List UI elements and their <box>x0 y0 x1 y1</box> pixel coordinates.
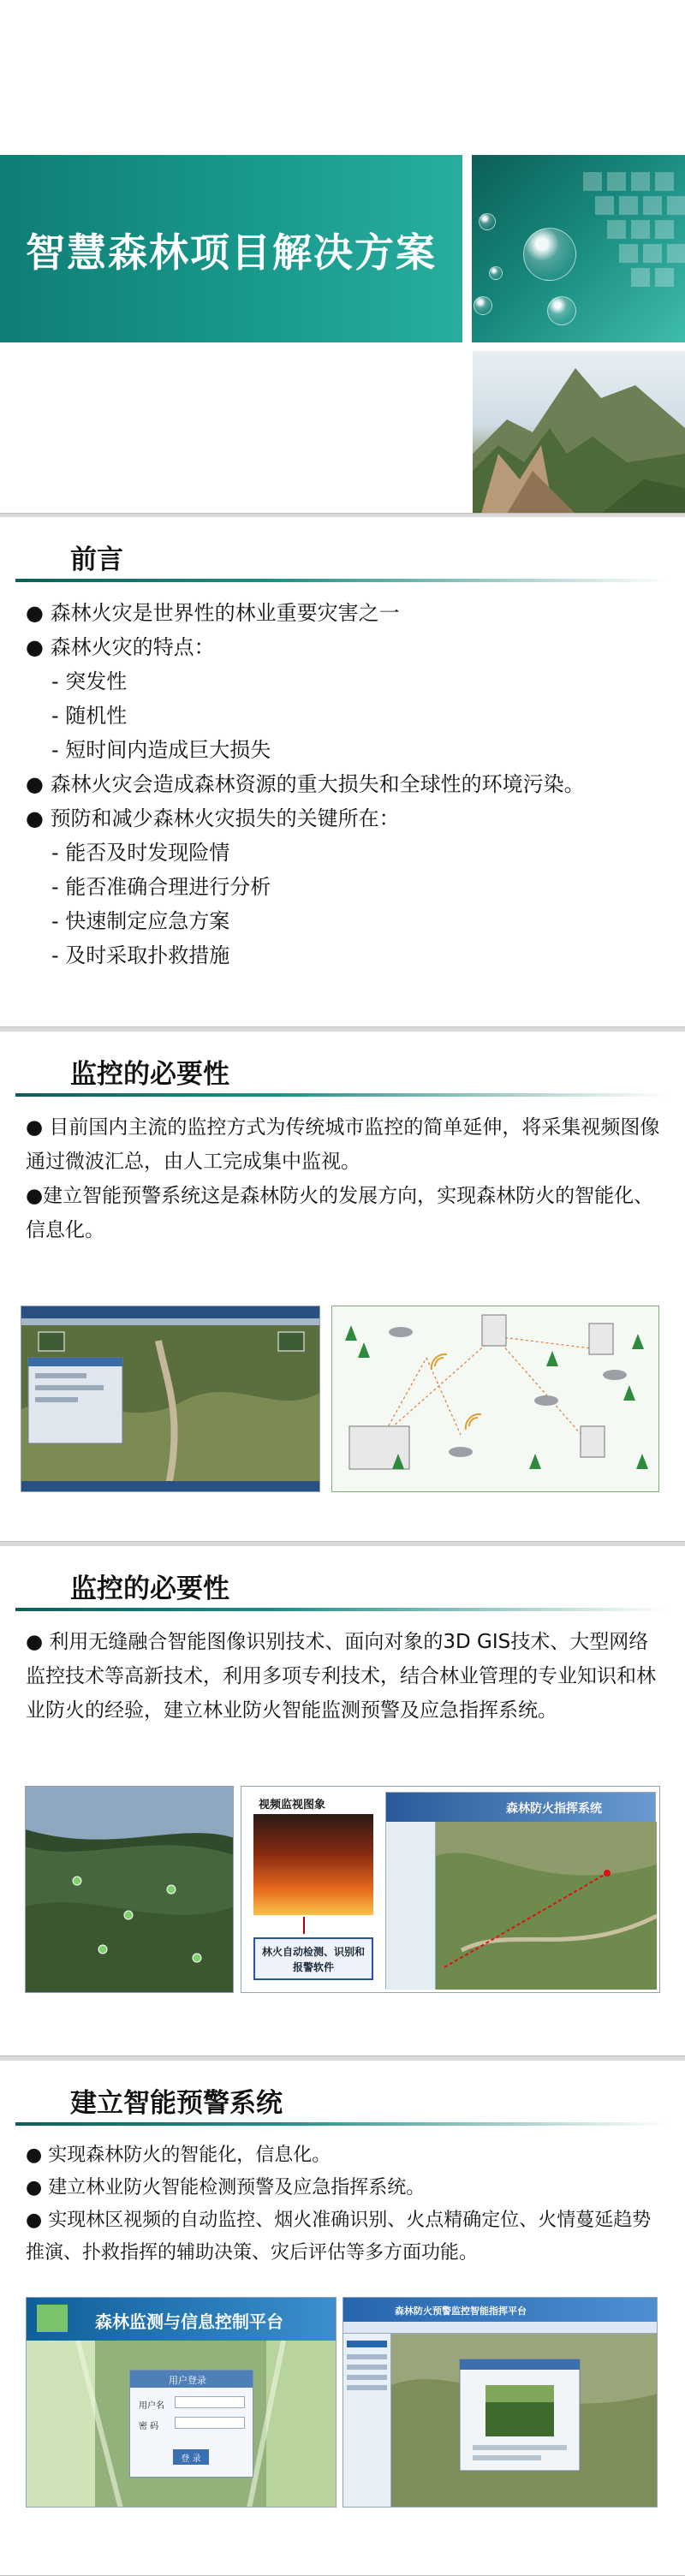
deco-tile <box>667 196 685 215</box>
deco-tile <box>631 172 650 191</box>
login-dialog-title: 用户登录 <box>130 2371 253 2388</box>
title-underline <box>15 579 670 582</box>
deco-tile <box>607 220 626 239</box>
body-text <box>26 1625 664 1728</box>
sub-item: - 能否准确合理进行分析 <box>51 875 271 899</box>
fire-detection-screenshot <box>241 1786 660 1993</box>
deco-tile <box>583 172 602 191</box>
paragraph: ● 利用无缝融合智能图像识别技术、面向对象的3D GIS技术、大型网络监控技术等高新技术，利用多项专利技术，结合林业管理的专业知识和林业防火的经验，建立林业防火智能监测预警及应急指挥系统。 <box>26 1625 664 1728</box>
title-slide <box>0 0 685 514</box>
bubble-icon <box>523 228 576 281</box>
login-dialog <box>129 2370 253 2478</box>
bullet-item: ● 实现林区视频的自动监控、烟火准确识别、火点精确定位、火情蔓延趋势推演、扑救指挥的辅助决策、灾后评估等多方面功能。 <box>26 2204 664 2270</box>
bubble-icon <box>479 213 496 230</box>
command-platform-title: 森林防火预警监控智能指挥平台 <box>343 2298 657 2322</box>
deco-tile <box>631 268 650 287</box>
login-button[interactable]: 登 录 <box>173 2449 209 2465</box>
bubble-icon <box>474 296 492 315</box>
sub-item: - 快速制定应急方案 <box>51 909 230 933</box>
slide-title: 建立智能预警系统 <box>70 2088 283 2119</box>
command-platform-screenshot <box>342 2297 658 2508</box>
deco-tile <box>643 196 662 215</box>
bullet-item: ● 实现森林防火的智能化，信息化。 <box>26 2139 664 2172</box>
deco-tile <box>643 244 662 263</box>
deco-tile <box>595 196 614 215</box>
slide-title: 前言 <box>70 544 123 575</box>
monitoring-necessity-slide-2 <box>0 1546 685 2056</box>
title-underline <box>15 1093 670 1097</box>
arrow-down-icon <box>303 1917 305 1934</box>
decorative-tiles-panel <box>472 155 685 342</box>
paragraph: ●建立智能预警系统这是森林防火的发展方向，实现森林防火的智能化、信息化。 <box>26 1185 654 1241</box>
bullet-item: ● 森林火灾的特点： <box>26 630 585 664</box>
deco-tile <box>655 220 674 239</box>
deco-tile <box>619 196 638 215</box>
bullet-item: ● 森林火灾是世界性的林业重要灾害之一 <box>26 596 585 630</box>
sub-item: - 及时采取扑救措施 <box>51 943 230 967</box>
deco-tile <box>619 244 638 263</box>
presentation-title: 智慧森林项目解决方案 <box>26 229 437 276</box>
deco-tile <box>655 268 674 287</box>
bullet-item: ● 建立林业防火智能检测预警及应急指挥系统。 <box>26 2172 664 2204</box>
3d-terrain-screenshot <box>25 1786 234 1993</box>
deco-tile <box>655 172 674 191</box>
command-menu-bar <box>343 2322 657 2334</box>
sub-item: - 短时间内造成巨大损失 <box>51 738 271 762</box>
sub-item: - 突发性 <box>51 669 128 693</box>
build-warning-system-slide <box>0 2061 685 2576</box>
deco-tile <box>667 244 685 263</box>
bullet-item: ● 森林火灾会造成森林资源的重大损失和全球性的环境污染。 <box>26 767 585 801</box>
monitoring-necessity-slide-1 <box>0 1032 685 1542</box>
password-label: 密 码 <box>139 2422 159 2431</box>
video-panel-title: 视频监视图象 <box>259 1799 326 1812</box>
mountain-photo <box>473 351 685 514</box>
platform-title: 森林防火指挥系统 <box>386 1793 655 1822</box>
login-screenshot <box>26 2297 337 2508</box>
paragraph: ● 目前国内主流的监控方式为传统城市监控的简单延伸，将采集视频图像通过微波汇总，由人工完成集中监视。 <box>26 1110 664 1179</box>
login-platform-title: 森林监测与信息控制平台 <box>27 2298 337 2341</box>
deco-tile <box>607 172 626 191</box>
network-diagram <box>331 1306 659 1492</box>
username-label: 用户名 <box>139 2401 164 2411</box>
fire-photo <box>253 1814 373 1915</box>
sub-item: - 能否及时发现险情 <box>51 841 230 865</box>
platform-logo-icon <box>37 2305 68 2332</box>
title-band <box>0 155 462 342</box>
body-text <box>26 1110 664 1247</box>
platform-sidebar <box>386 1822 436 1990</box>
platform-screenshot <box>385 1792 656 1989</box>
password-input[interactable] <box>175 2417 245 2429</box>
title-underline <box>15 1608 670 1611</box>
detection-software-label: 林火自动检测、识别和报警软件 <box>253 1937 373 1980</box>
bubble-icon <box>547 296 576 325</box>
command-sidebar <box>343 2334 391 2508</box>
title-underline <box>15 2122 670 2126</box>
username-input[interactable] <box>175 2396 245 2408</box>
sub-item: - 随机性 <box>51 704 128 728</box>
deco-tile <box>631 220 650 239</box>
bullet-item: ● 预防和减少森林火灾损失的关键所在： <box>26 801 585 836</box>
slide-title: 监控的必要性 <box>70 1574 229 1604</box>
bubble-icon <box>489 266 503 280</box>
gis-monitoring-screenshot <box>21 1306 320 1492</box>
preface-list <box>26 596 585 973</box>
preface-slide <box>0 517 685 1027</box>
body-text <box>26 2139 664 2270</box>
slide-title: 监控的必要性 <box>70 1059 229 1090</box>
